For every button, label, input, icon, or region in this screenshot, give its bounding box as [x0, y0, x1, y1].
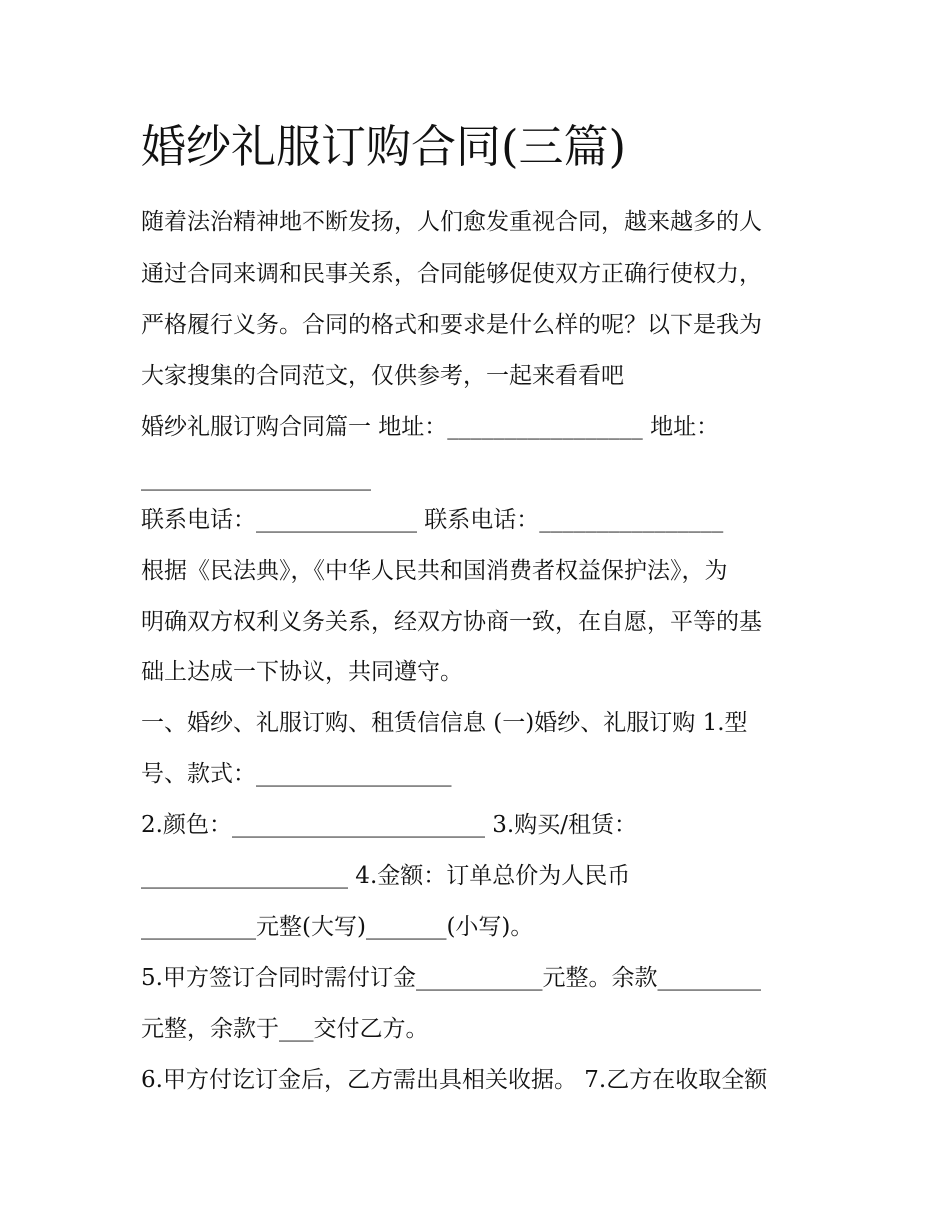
body-line: 随着法治精神地不断发扬，人们愈发重视合同，越来越多的人	[141, 209, 762, 235]
body-line: 号、款式：_________________	[141, 761, 452, 787]
body-line: 婚纱礼服订购合同篇一 地址：_________________ 地址：	[141, 414, 720, 440]
body-line: 根据《民法典》，《中华人民共和国消费者权益保护法》，为	[141, 558, 728, 584]
body-line: 通过合同来调和民事关系，合同能够促使双方正确行使权力，	[141, 261, 762, 287]
body-line: 元整，余款于___交付乙方。	[141, 1016, 429, 1042]
body-line: 联系电话：______________ 联系电话：________________	[141, 507, 724, 533]
body-line: 大家搜集的合同范文，仅供参考，一起来看看吧	[141, 363, 624, 389]
body-line: 严格履行义务。合同的格式和要求是什么样的呢？以下是我为	[141, 312, 762, 338]
body-line: 6.甲方付讫订金后，乙方需出具相关收据。 7.乙方在收取全额	[141, 1067, 768, 1093]
body-line: ____________________	[141, 465, 371, 491]
body-line: 5.甲方签订合同时需付订金___________元整。余款_________	[141, 965, 761, 991]
body-line: 一、婚纱、礼服订购、租赁信信息 (一)婚纱、礼服订购 1.型	[141, 710, 748, 736]
body-line: 明确双方权利义务关系，经双方协商一致，在自愿，平等的基	[141, 609, 762, 635]
body-line: 2.颜色：______________________ 3.购买/租赁：	[141, 812, 637, 838]
body-line: __________元整(大写)_______(小写)。	[141, 914, 534, 940]
body-line: 础上达成一下协议，共同遵守。	[141, 659, 463, 685]
document-title: 婚纱礼服订购合同(三篇)	[141, 120, 627, 173]
body-line: __________________ 4.金额：订单总价为人民币	[141, 863, 631, 889]
